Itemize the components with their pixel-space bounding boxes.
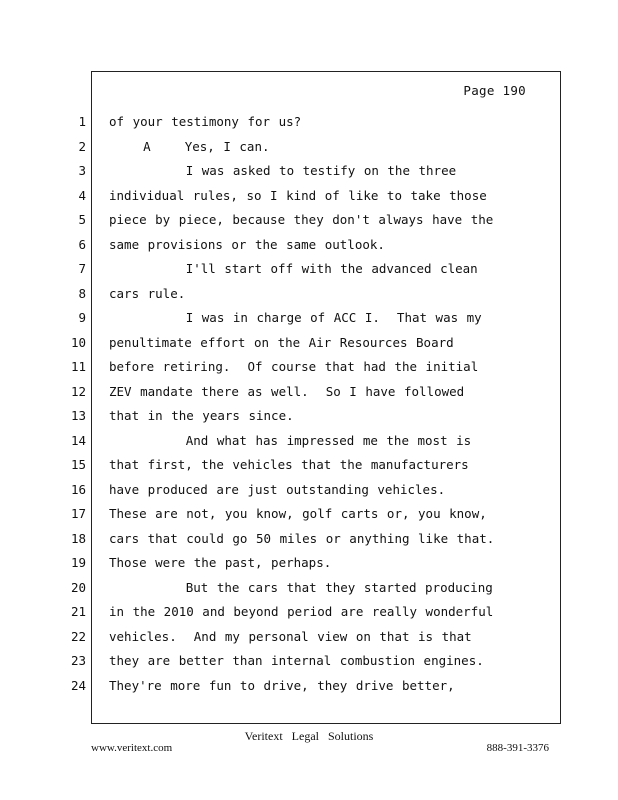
line-number: 3 bbox=[78, 163, 86, 178]
line-number: 16 bbox=[70, 481, 86, 497]
transcript-line: A Yes, I can. bbox=[109, 138, 270, 154]
line-number: 21 bbox=[70, 604, 86, 619]
line-number: 22 bbox=[70, 628, 86, 644]
transcript-line: They're more fun to drive, they drive better, bbox=[109, 677, 455, 693]
transcript-line: And what has impressed me the most is bbox=[109, 432, 472, 448]
line-number: 1 bbox=[78, 114, 86, 129]
line-number: 13 bbox=[70, 408, 86, 423]
line-number: 17 bbox=[70, 506, 86, 521]
transcript-line: ZEV mandate there as well. So I have followed bbox=[109, 383, 465, 399]
transcript-line: I'll start off with the advanced clean bbox=[109, 261, 478, 276]
line-number: 18 bbox=[70, 530, 86, 546]
transcript-line: before retiring. Of course that had the initial bbox=[109, 359, 479, 374]
footer-company-name: Veritext Legal Solutions bbox=[244, 729, 374, 743]
footer-phone: 888-391-3376 bbox=[486, 742, 549, 754]
line-number: 15 bbox=[70, 457, 86, 472]
line-number: 5 bbox=[78, 212, 86, 227]
transcript-line: vehicles. And my personal view on that is that bbox=[109, 628, 472, 644]
transcript-line: of your testimony for us? bbox=[109, 114, 302, 129]
transcript-line: But the cars that they started producing bbox=[109, 579, 493, 595]
transcript-line: same provisions or the same outlook. bbox=[109, 236, 385, 252]
line-number: 9 bbox=[78, 310, 86, 325]
transcript-line: piece by piece, because they don't always have the bbox=[109, 212, 494, 227]
transcript-line: that first, the vehicles that the manufacturers bbox=[109, 457, 469, 472]
page-number: Page 190 bbox=[463, 83, 526, 98]
line-number: 19 bbox=[70, 555, 86, 570]
line-number: 7 bbox=[78, 261, 86, 276]
line-number: 6 bbox=[78, 236, 86, 252]
transcript-line: they are better than internal combustion engines. bbox=[109, 653, 484, 668]
transcript-line: cars that could go 50 miles or anything like that. bbox=[109, 530, 495, 546]
transcript-line: that in the years since. bbox=[109, 408, 294, 423]
line-number: 24 bbox=[70, 677, 86, 693]
line-number: 4 bbox=[78, 187, 86, 203]
transcript-line: These are not, you know, golf carts or, you know, bbox=[109, 506, 487, 521]
transcript-line: I was asked to testify on the three bbox=[109, 163, 457, 178]
transcript-line: have produced are just outstanding vehicles. bbox=[109, 481, 446, 497]
line-number: 8 bbox=[78, 285, 86, 301]
line-number: 23 bbox=[70, 653, 86, 668]
transcript-line: penultimate effort on the Air Resources Board bbox=[109, 334, 454, 350]
transcript-line: individual rules, so I kind of like to take those bbox=[109, 187, 487, 203]
line-number: 2 bbox=[78, 138, 86, 154]
transcript-line: in the 2010 and beyond period are really wonderful bbox=[109, 604, 494, 619]
footer-website: www.veritext.com bbox=[91, 742, 173, 754]
transcript-line: Those were the past, perhaps. bbox=[109, 555, 332, 570]
line-number: 12 bbox=[70, 383, 86, 399]
line-number: 11 bbox=[70, 359, 86, 374]
line-number: 20 bbox=[70, 579, 86, 595]
transcript-line: I was in charge of ACC I. That was my bbox=[109, 310, 482, 325]
transcript-line: cars rule. bbox=[109, 285, 186, 301]
line-number: 14 bbox=[70, 432, 86, 448]
line-number: 10 bbox=[70, 334, 86, 350]
